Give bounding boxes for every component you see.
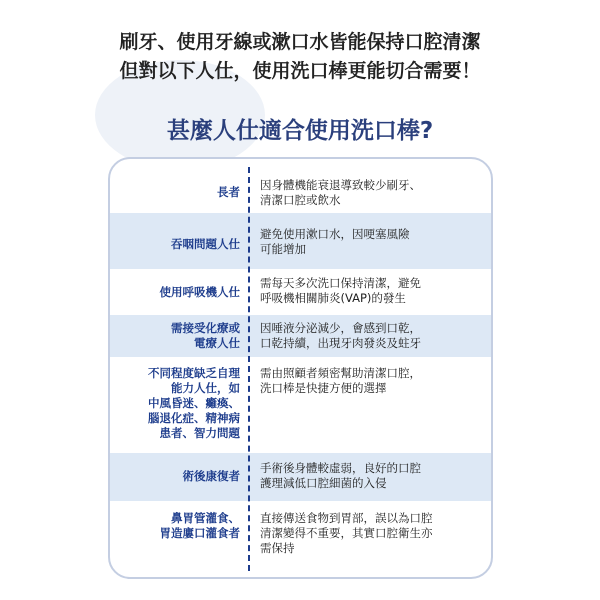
group-description: 需每天多次洗口保持清潔，避免 呼吸機相關肺炎(VAP)的發生	[260, 276, 421, 305]
column-divider	[248, 167, 250, 571]
intro-line-2: 但對以下人仕，使用洗口棒更能切合需要！	[119, 60, 481, 82]
table-row	[110, 269, 491, 315]
intro-text	[0, 28, 600, 86]
group-description: 需由照顧者頻密幫助清潔口腔， 洗口棒是快捷方便的選擇	[260, 366, 421, 395]
table-row	[110, 357, 491, 453]
group-label: 吞咽問題人仕	[171, 237, 240, 251]
group-label: 需接受化療或 電療人仕	[171, 321, 240, 350]
suitability-table	[108, 157, 493, 579]
group-description: 手術後身體較虛弱，良好的口腔 護理減低口腔細菌的入侵	[260, 461, 421, 490]
table-row	[110, 315, 491, 357]
table-row	[110, 213, 491, 269]
group-description: 因唾液分泌減少，會感到口乾， 口乾持續，出現牙肉發炎及蛀牙	[260, 321, 421, 350]
group-label: 術後康復者	[182, 469, 240, 483]
group-description: 因身體機能衰退導致較少刷牙、 清潔口腔或飲水	[260, 178, 421, 207]
group-label: 使用呼吸機人仕	[159, 285, 240, 299]
table-row	[110, 453, 491, 501]
group-label: 長者	[217, 185, 240, 199]
intro-line-1: 刷牙、使用牙線或漱口水皆能保持口腔清潔	[119, 31, 481, 53]
group-label: 不同程度缺乏自理 能力人仕，如 中風昏迷、癱瘓、 腦退化症、精神病 患者、智力問題	[148, 366, 240, 440]
group-label: 鼻胃管灌食、 胃造廔口灌食者	[159, 511, 240, 540]
table-row	[110, 159, 491, 213]
group-description: 避免使用漱口水，因哽塞風險 可能增加	[260, 227, 410, 256]
group-description: 直接傳送食物到胃部，誤以為口腔 清潔變得不重要，其實口腔衛生亦 需保持	[260, 511, 433, 555]
section-heading: 甚麼人仕適合使用洗口棒?	[166, 118, 434, 144]
table-row	[110, 501, 491, 579]
